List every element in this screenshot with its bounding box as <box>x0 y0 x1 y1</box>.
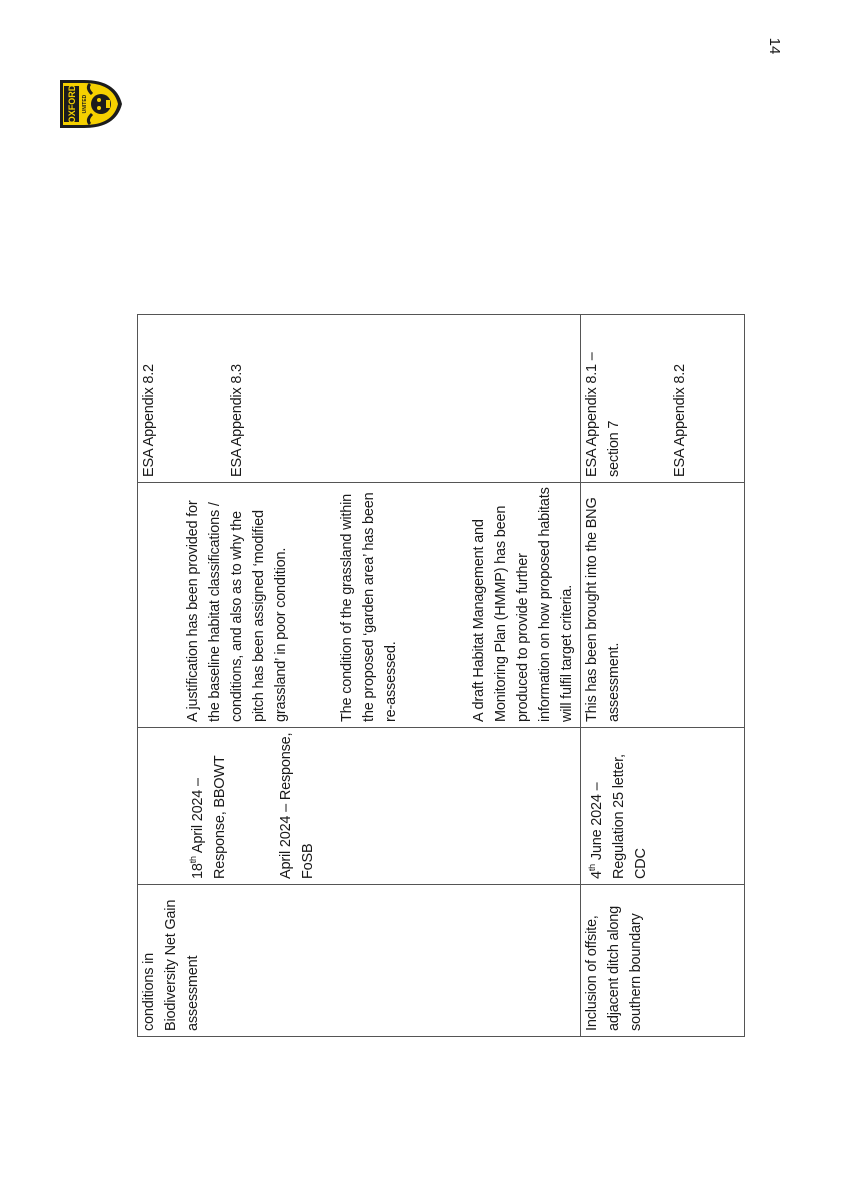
response-cell <box>138 483 581 728</box>
reference-text: ESA Appendix 8.2 <box>672 364 688 477</box>
page-number: 14 <box>766 37 783 55</box>
issue-text: Inclusion of offsite, adjacent ditch along southern boundary <box>584 906 644 1031</box>
response-paragraph: A draft Habitat Management and Monitoring Plan (HMMP) has been produced to provide further information on how proposed habitats will fulfil target criteria. <box>471 487 575 722</box>
logo-text-united: UNITED <box>82 94 88 114</box>
source-entry: 18th April 2024 – Response, BBOWT <box>188 755 228 879</box>
reference-cell <box>581 315 745 483</box>
reference-text: ESA Appendix 8.1 – section 7 <box>584 352 622 477</box>
oxford-united-logo <box>54 74 124 134</box>
response-paragraph: The condition of the grassland within the proposed ‘garden area’ has been re-assessed. <box>339 492 399 722</box>
issue-cell <box>138 885 581 1037</box>
table-row <box>581 315 745 1037</box>
issue-cell <box>581 885 745 1037</box>
source-cell <box>581 728 745 885</box>
reference-cell <box>138 315 581 483</box>
issue-text: conditions in Biodiversity Net Gain assessment <box>141 899 201 1031</box>
response-paragraph: This has been brought into the BNG assessment. <box>584 497 622 722</box>
reference-text: ESA Appendix 8.3 <box>229 364 245 477</box>
table-row <box>138 315 581 1037</box>
response-paragraph: A justification has been provided for the baseline habitat classifications / conditions, and also as to why the pitch has been assigned ‘modified grassland’ in poor condition. <box>185 500 289 722</box>
source-entry: April 2024 – Response, FoSB <box>277 732 316 879</box>
source-entry: 4th June 2024 – Regulation 25 letter, CDC <box>587 754 649 879</box>
response-cell <box>581 483 745 728</box>
source-cell <box>138 728 581 885</box>
logo-text-oxford: OXFORD <box>67 84 77 124</box>
reference-text: ESA Appendix 8.2 <box>141 364 157 477</box>
consultation-response-table <box>137 314 745 1037</box>
rotated-table-container <box>137 315 763 1037</box>
